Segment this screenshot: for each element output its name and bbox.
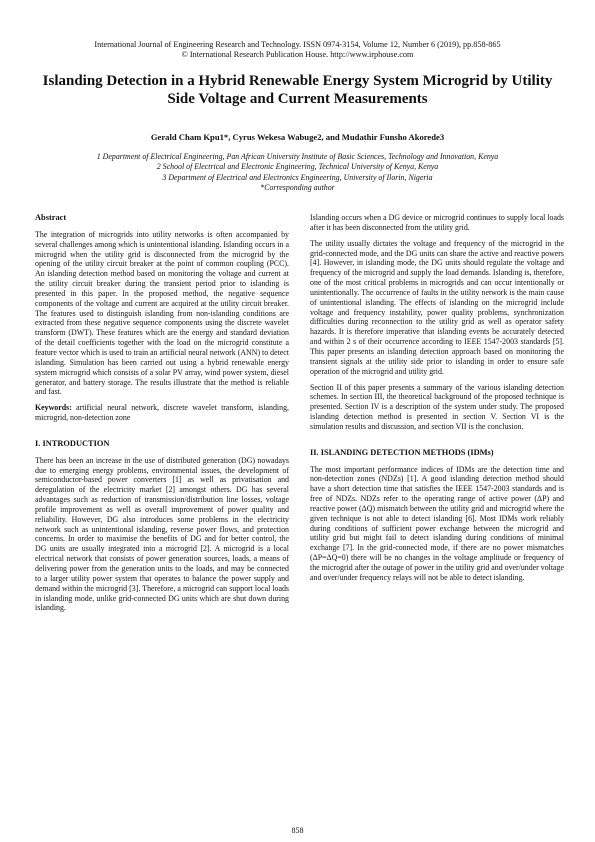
- journal-header: [0, 40, 595, 60]
- author-list: Gerald Cham Kpu1*, Cyrus Wekesa Wabuge2, and Mudathir Funsho Akorede3: [150, 132, 445, 142]
- right-column: [310, 213, 564, 589]
- affiliation-2: 2 School of Electrical and Electronic Engineering, Technical University of Kenya, Kenya: [156, 162, 439, 172]
- paragraph-paper-outline: Section II of this paper presents a summary of the various islanding detection schemes. In section III, the theoretical background of the proposed technique is presented. Section IV is a description of the system under study. The proposed islanding detection method is presented in section V. Section VI is the simulation results and discussion, and section VII is the conclusion.: [310, 382, 564, 431]
- keywords: [35, 403, 289, 423]
- affiliations: [20, 152, 575, 194]
- page-number: 858: [291, 826, 304, 835]
- paragraph-idm-performance: The most important performance indices of IDMs are the detection time and non-detection zones (NDZs) [1]. A good islanding detection method should have a short detection time that satisfies the IEEE 1547-2003 standards and is free of NDZs. NDZs refer to the operating range of active power (ΔP) and reactive power (ΔQ) mismatch between the utility grid and microgrid where the given technique is not able to detect islanding [6]. Most IDMs work reliably during conditions of sufficient power exchange between the microgrid and utility grid but might fail to detect islanding during conditions of minimal exchange [7]. In the grid-connected mode, if there are no power mismatches (ΔP=ΔQ=0) there will be no changes in the voltage amplitude or frequency of the microgrid after the outage of power in the utility grid and over/under voltage and over/under frequency relays will not be able to detect islanding.: [310, 464, 564, 582]
- section2-heading: II. ISLANDING DETECTION METHODS (IDMs): [310, 447, 494, 457]
- paragraph-islanding-definition: Islanding occurs when a DG device or microgrid continues to supply local loads after it has been disconnected from the utility grid.: [310, 213, 564, 232]
- journal-citation-line: International Journal of Engineering Research and Technology. ISSN 0974-3154, Volume 12, Number 6 (2019), pp.858-865: [94, 40, 501, 49]
- affiliation-3: 3 Department of Electrical and Electronics Engineering, University of Ilorin, Nigeria: [162, 172, 433, 182]
- abstract-text: The integration of microgrids into utility networks is often accompanied by several challenges among which is unintentional islanding. Islanding occurs in a microgrid when the utility grid is disconnected from the microgrid by the opening of the utility circuit breaker at the point of common coupling (PCC). An islanding detection method based on monitoring the voltage and current at the utility circuit breaker during the transient period prior to islanding is presented in this paper. In the proposed method, the negative sequence components of the voltage and current are acquired at the utility circuit breaker. The features used to distinguish islanding from non-islanding conditions are extracted from these negative sequence components using the discrete wavelet transform (DWT). These features which are the energy and standard deviation of the detail coefficients together with the load on the microgrid constitute a feature vector which is used to train an artificial neural network (ANN) to detect islanding. Simulation has been carried out using a hybrid renewable energy system microgrid which consists of a solar PV array, wind power system, diesel generator, and battery storage. The results illustrate that the method is reliable and fast.: [35, 229, 289, 397]
- introduction-text: There has been an increase in the use of distributed generation (DG) nowadays due to emerging energy problems, environmental issues, the development of semiconductor-based power converters [1] as well as privatisation and deregulation of the electricity market [2] amongst others. DG has several advantages such as reduction of transmission/distribution line losses, voltage profile improvement as well as overall improvement of power quality and reliability. However, DG also introduces some problems in the electricity network such as unintentional islanding, reverse power flows, and protection concerns. In order to maximise the benefits of DG and for better control, the DG units are usually integrated into a microgrid [2]. A microgrid is a local electrical network that consists of power generation sources, loads, a means of delivering power from the generation units to the loads, and may be connected to a larger utility power system that operates to balance the power supply and demand within the microgrid [3]. Therefore, a microgrid can support local loads in islanding mode, unlike grid-connected DG units which are shut down during islanding.: [35, 455, 289, 613]
- keywords-text: artificial neural network, discrete wavelet transform, islanding, microgrid, non-detection zone: [35, 403, 289, 423]
- introduction-heading: I. INTRODUCTION: [35, 438, 110, 448]
- affiliation-1: 1 Department of Electrical Engineering, Pan African University Institute of Basic Sciences, Technology and Innovation, Kenya: [96, 152, 499, 161]
- paper-title: Islanding Detection in a Hybrid Renewable Energy System Microgrid by Utility Side Voltage and Current Measurements: [42, 73, 553, 107]
- keywords-label: Keywords:: [35, 403, 72, 413]
- paragraph-utility-control: The utility usually dictates the voltage and frequency of the microgrid in the grid-connected mode, and the DG units can share the active and reactive powers [4]. However, in islanding mode, the DG units should regulate the voltage and frequency of the microgrid and supply the load demands. Islanding is, therefore, one of the most critical problems in microgrids and can occur intentionally or unintentionally. The occurrence of faults in the utility network is the main cause of unintentional islanding. The effects of islanding on the microgrid include voltage and frequency instability, power quality problems, synchronization difficulties during reconnection to the utility grid as well as operator safety hazards. It is therefore imperative that islanding events be accurately detected and within 2 s of their occurrence according to IEEE 1547-2003 standards [5]. This paper presents an islanding detection approach based on monitoring the transient signals at the utility side prior to islanding in order to ensure safe operation of the microgrid and utility grid.: [310, 238, 564, 376]
- left-column: [35, 213, 289, 619]
- corresponding-author-note: *Corresponding author: [260, 183, 335, 193]
- abstract-heading: Abstract: [35, 213, 67, 222]
- publisher-line: © International Research Publication House. http://www.irphouse.com: [181, 50, 414, 59]
